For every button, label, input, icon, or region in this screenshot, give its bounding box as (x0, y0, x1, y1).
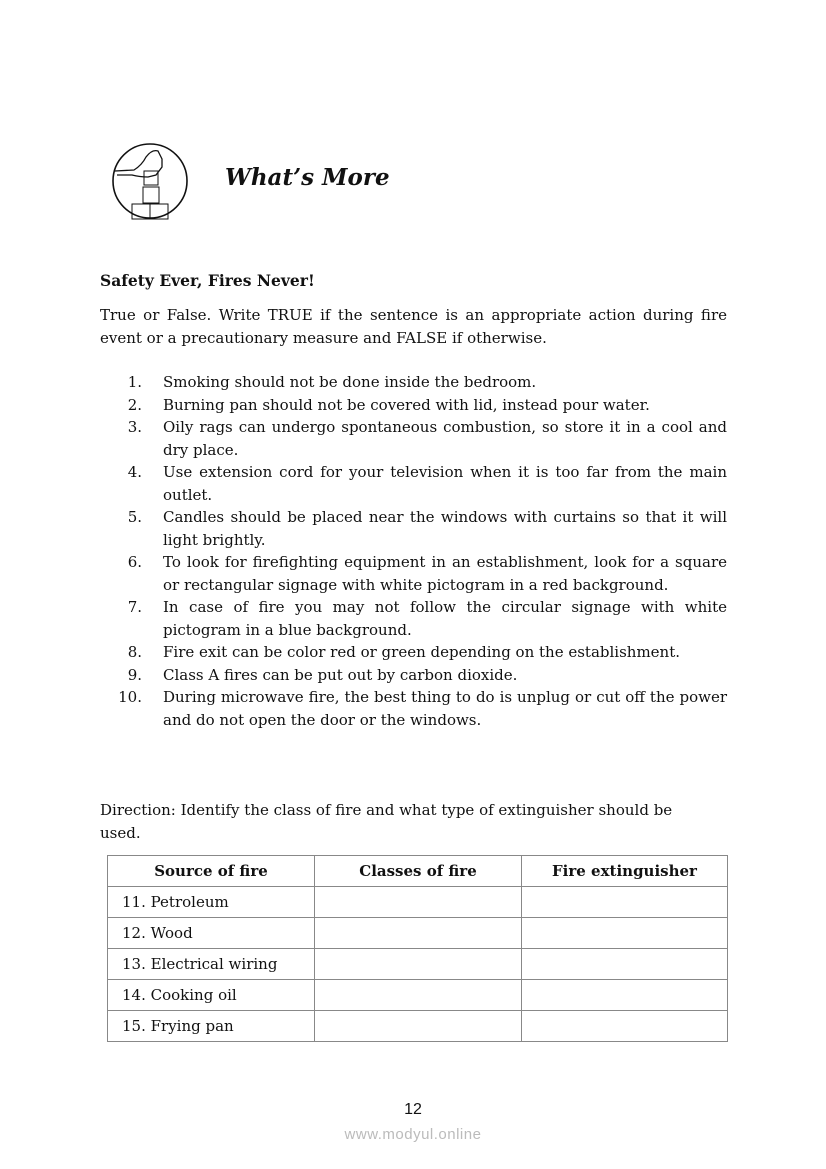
item-text: To look for firefighting equipment in an establishment, look for a square or rectangular signage with white pictogram in a red background. (163, 553, 727, 594)
activity-title: Safety Ever, Fires Never! (100, 271, 315, 290)
source-cell: 11. Petroleum (108, 887, 315, 918)
class-answer-cell[interactable] (315, 949, 522, 980)
column-header: Source of fire (108, 856, 315, 887)
item-text: During microwave fire, the best thing to do is unplug or cut off the power and do not open the door or the windows. (163, 688, 727, 729)
source-cell: 13. Electrical wiring (108, 949, 315, 980)
list-item (100, 596, 727, 641)
item-text: Burning pan should not be covered with lid, instead pour water. (163, 395, 650, 414)
table-row (108, 949, 728, 980)
item-text: Class A fires can be put out by carbon dioxide. (163, 665, 518, 684)
item-number: 6. (127, 553, 142, 571)
class-answer-cell[interactable] (315, 1011, 522, 1042)
item-number: 4. (127, 463, 142, 481)
extinguisher-answer-cell[interactable] (522, 918, 728, 949)
list-item (100, 551, 727, 596)
extinguisher-answer-cell[interactable] (522, 1011, 728, 1042)
section-title: What’s More (225, 164, 390, 191)
list-item (100, 506, 727, 551)
true-false-list (100, 371, 727, 731)
item-text: In case of fire you may not follow the circular signage with white pictogram in a blue background. (163, 598, 727, 639)
item-number: 1. (127, 373, 142, 391)
source-cell: 12. Wood (108, 918, 315, 949)
list-item (100, 664, 727, 687)
list-item (100, 371, 727, 394)
class-answer-cell[interactable] (315, 887, 522, 918)
fire-class-table (107, 855, 728, 1042)
item-text: Use extension cord for your television when it is too far from the main outlet. (163, 463, 727, 504)
class-answer-cell[interactable] (315, 918, 522, 949)
item-text: Smoking should not be done inside the bedroom. (163, 373, 537, 391)
item-text: Candles should be placed near the windows with curtains so that it will light brightly. (163, 508, 727, 549)
page-number: 12 (404, 1101, 422, 1118)
list-item (100, 686, 727, 731)
hand-stacking-blocks-icon (112, 137, 188, 225)
list-item (100, 461, 727, 506)
table-row (108, 887, 728, 918)
source-cell: 14. Cooking oil (108, 980, 315, 1011)
list-item (100, 641, 727, 664)
item-number: 8. (127, 643, 142, 661)
item-number: 10. (118, 688, 142, 706)
watermark: www.modyul.online (344, 1126, 482, 1143)
list-item (100, 394, 727, 417)
item-number: 9. (127, 665, 142, 684)
item-number: 5. (127, 508, 142, 526)
source-cell: 15. Frying pan (108, 1011, 315, 1042)
item-text: Oily rags can undergo spontaneous combustion, so store it in a cool and dry place. (163, 418, 727, 459)
class-answer-cell[interactable] (315, 980, 522, 1011)
table-row (108, 980, 728, 1011)
table-row (108, 1011, 728, 1042)
column-header: Fire extinguisher (522, 856, 728, 887)
item-number: 7. (127, 598, 142, 616)
column-header: Classes of fire (315, 856, 522, 887)
instructions: True or False. Write TRUE if the sentence is an appropriate action during fire event or a precautionary measure and FALSE if otherwise. (100, 306, 727, 347)
extinguisher-answer-cell[interactable] (522, 887, 728, 918)
direction: Direction: Identify the class of fire and what type of extinguisher should be used. (100, 801, 673, 842)
item-text: Fire exit can be color red or green depending on the establishment. (163, 643, 681, 661)
extinguisher-answer-cell[interactable] (522, 949, 728, 980)
list-item (100, 416, 727, 461)
table-row (108, 918, 728, 949)
extinguisher-answer-cell[interactable] (522, 980, 728, 1011)
item-number: 3. (127, 418, 142, 436)
item-number: 2. (127, 395, 142, 414)
